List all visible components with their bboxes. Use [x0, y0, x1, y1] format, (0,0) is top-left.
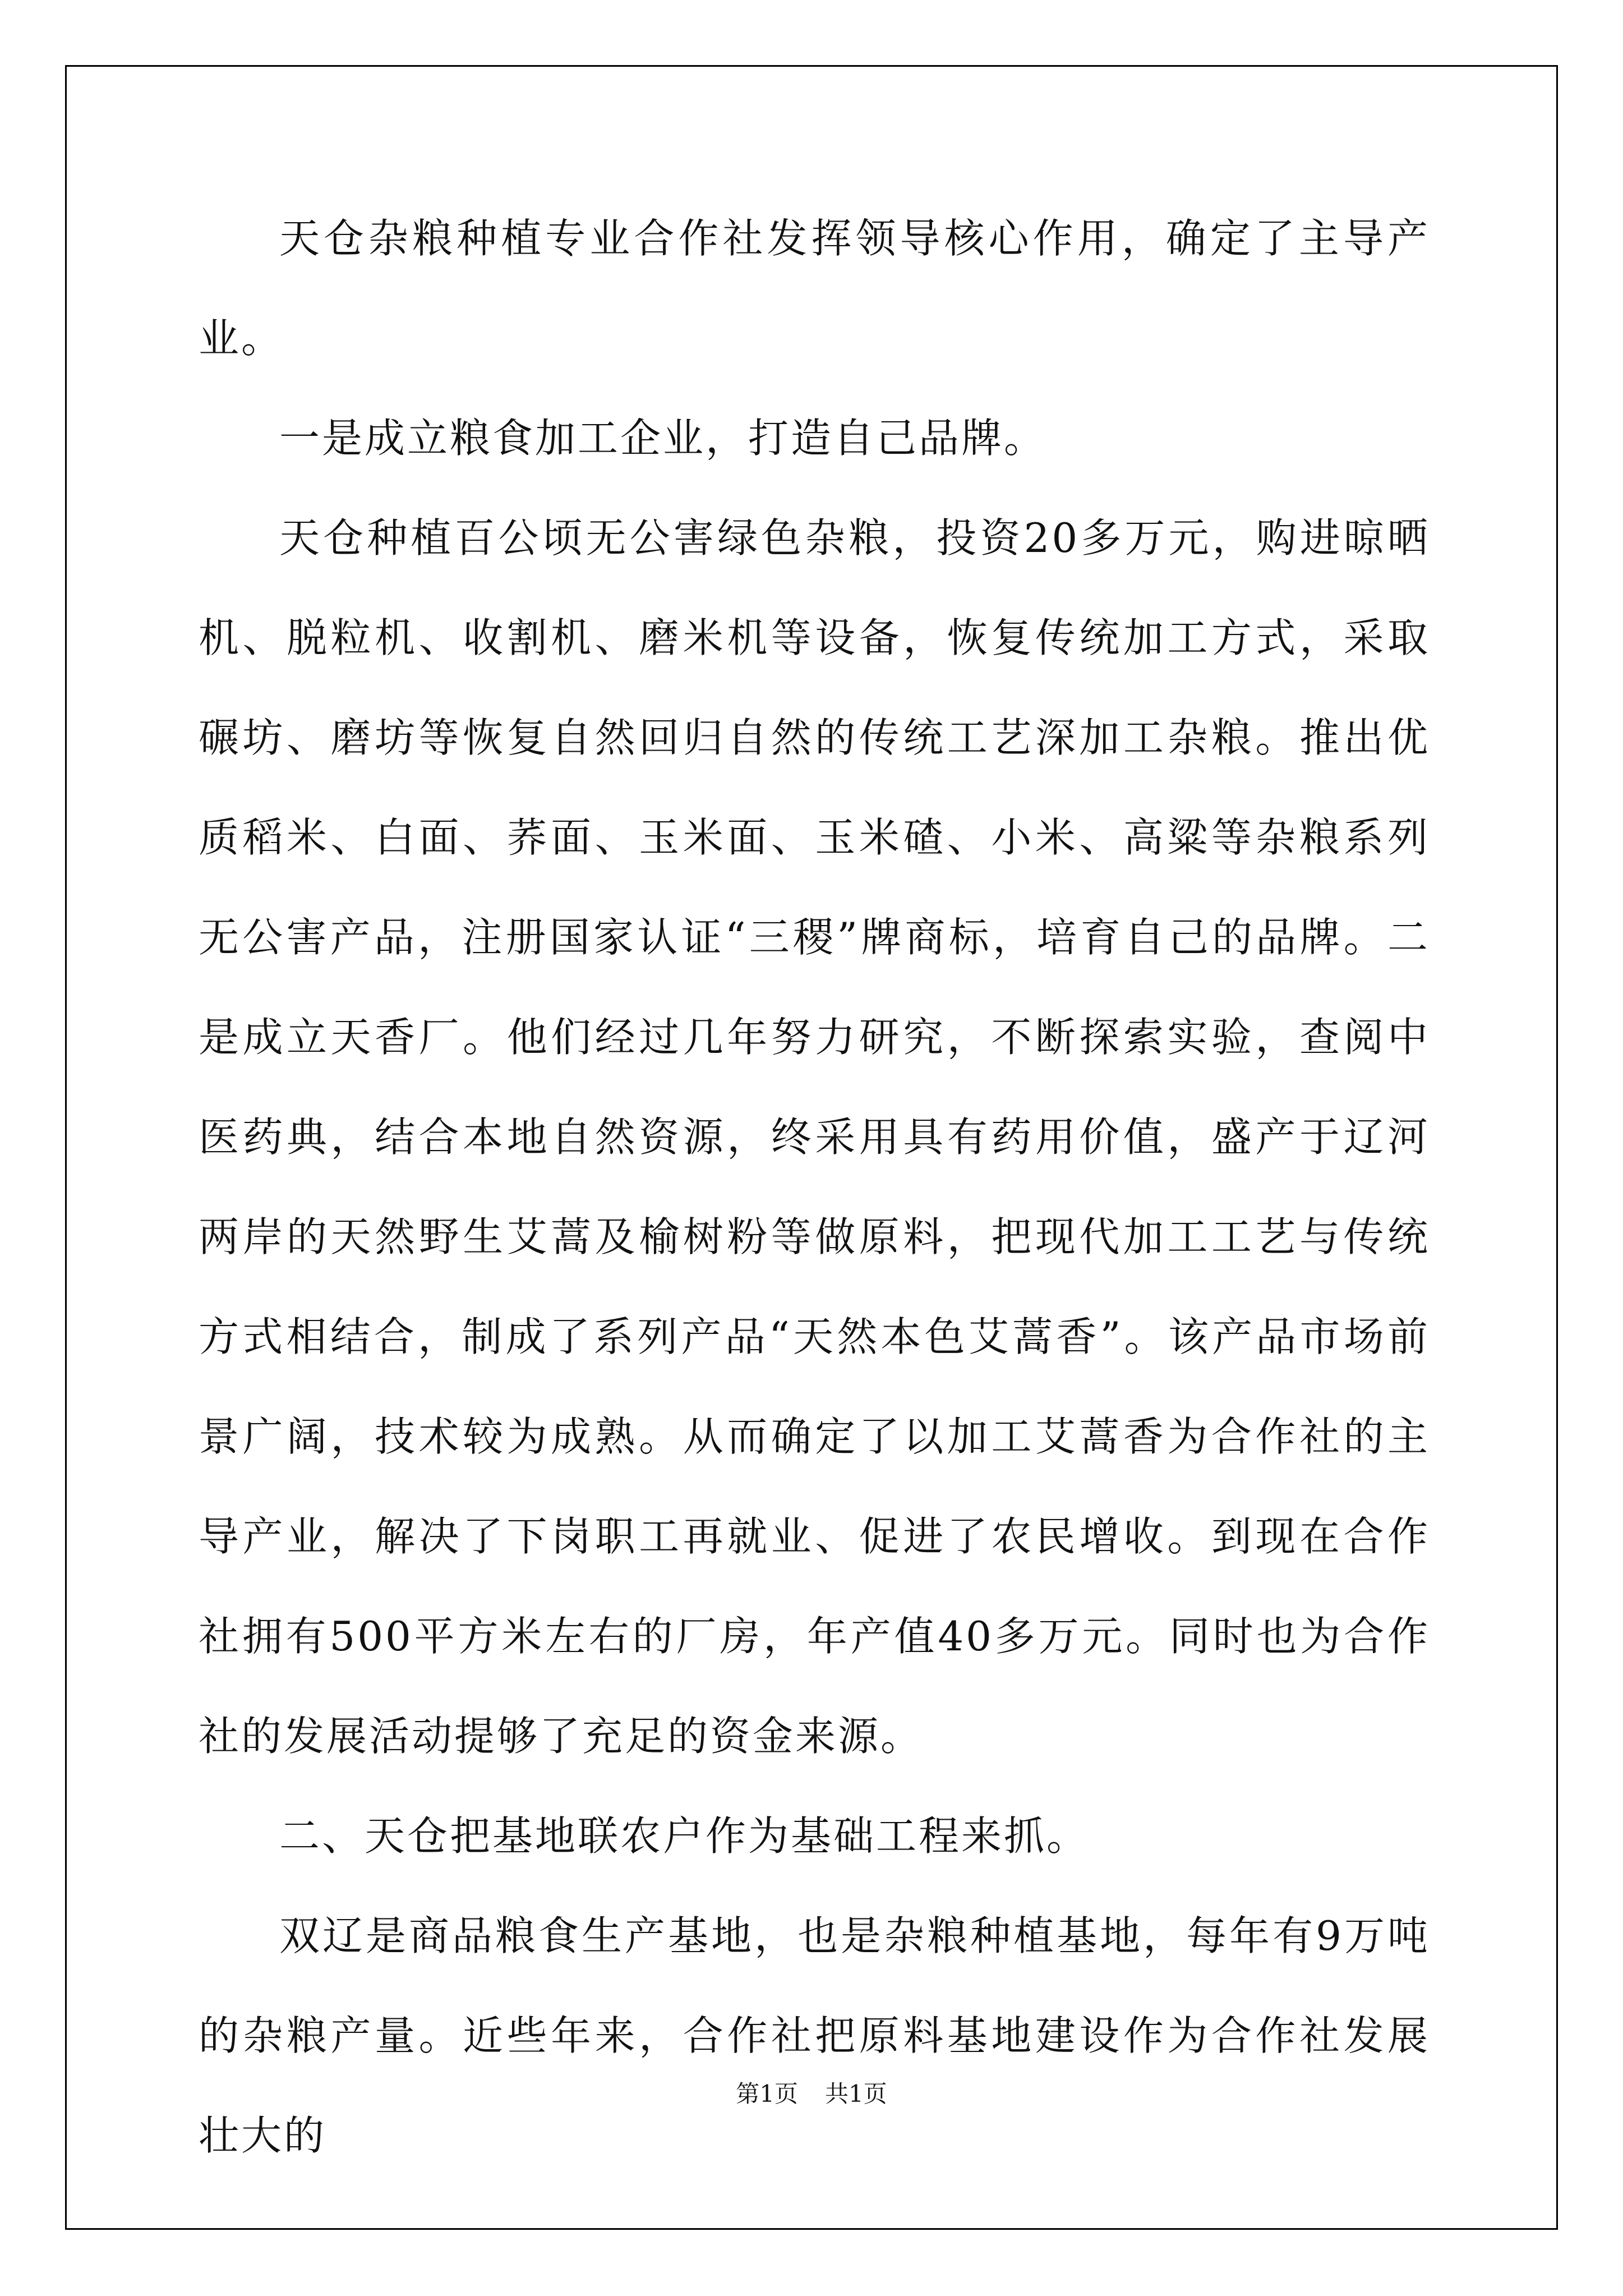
paragraph-4: 二、天仓把基地联农户作为基础工程来抓。: [279, 1812, 1090, 1860]
document-body: [199, 188, 1430, 2185]
paragraph-2: 一是成立粮食加工企业，打造自己品牌。: [279, 415, 1047, 462]
page-total: 共1页: [825, 2080, 887, 2108]
paragraph-1: 天仓杂粮种植专业合作社发挥领导核心作用，确定了主导产业。: [199, 215, 1430, 362]
page-number: 第1页: [736, 2080, 798, 2108]
page-footer: [0, 2077, 1623, 2111]
paragraph-3: 天仓种植百公顷无公害绿色杂粮，投资20多万元，购进晾晒机、脱粒机、收割机、磨米机等设备，恢复传统加工方式，采取碾坊、磨坊等恢复自然回归自然的传统工艺深加工杂粮。推出优质稻米、白面、荞面、玉米面、玉米碴、小米、高粱等杂粮系列无公害产品，注册国家认证“三稷”牌商标，培育自己的品牌。二是成立天香厂。他们经过几年努力研究，不断探索实验，查阅中医药典，结合本地自然资源，终采用具有药用价值，盛产于辽河两岸的天然野生艾蒿及榆树粉等做原料，把现代加工工艺与传统方式相结合，制成了系列产品“天然本色艾蒿香”。该产品市场前景广阔，技术较为成熟。从而确定了以加工艾蒿香为合作社的主导产业，解决了下岗职工再就业、促进了农民增收。到现在合作社拥有500平方米左右的厂房，年产值40多万元。同时也为合作社的发展活动提够了充足的资金来源。: [199, 514, 1430, 1760]
paragraph-5: 双辽是商品粮食生产基地，也是杂粮种植基地，每年有9万吨的杂粮产量。近些年来，合作社把原料基地建设作为合作社发展壮大的: [199, 1912, 1430, 2159]
